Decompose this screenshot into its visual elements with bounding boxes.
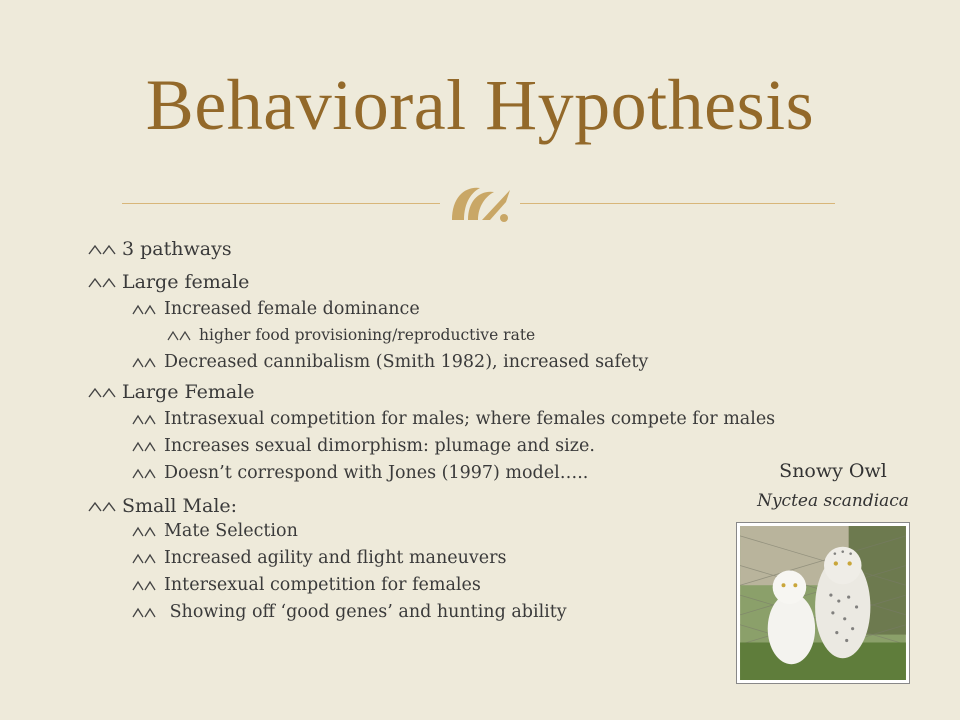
list-item [130, 409, 775, 429]
list-item [130, 299, 420, 319]
bullet-text: Intrasexual competition for males; where females compete for males [164, 409, 776, 429]
pen-nib-bullet-icon [165, 327, 199, 343]
bullet-text: higher food provisioning/reproductive rate [199, 326, 536, 344]
list-item [86, 495, 237, 517]
bullet-text: Doesn’t correspond with Jones (1997) model….. [164, 463, 589, 483]
bullet-text: Increases sexual dimorphism: plumage and size. [164, 436, 595, 456]
bullet-text: Decreased cannibalism (Smith 1982), increased safety [164, 352, 649, 372]
pen-nib-bullet-icon [86, 239, 122, 259]
bullet-text: Large Female [122, 381, 255, 403]
pen-nib-bullet-icon [86, 272, 122, 292]
pen-nib-bullet-icon [130, 576, 164, 594]
bullet-text: 3 pathways [122, 238, 232, 260]
photo-caption-scientific-name: Nyctea scandiaca [757, 491, 909, 511]
list-item [86, 271, 249, 293]
pen-nib-bullet-icon [130, 437, 164, 455]
list-item [86, 381, 255, 403]
list-item [130, 352, 648, 372]
pen-nib-bullet-icon [86, 382, 122, 402]
bullet-text: Small Male: [122, 495, 238, 517]
list-item [130, 575, 481, 595]
snowy-owl-photo [736, 522, 910, 684]
pen-nib-bullet-icon [130, 522, 164, 540]
bullet-text: Increased agility and flight maneuvers [164, 548, 507, 568]
list-item [165, 326, 535, 344]
bullet-text: Showing off ‘good genes’ and hunting ability [164, 602, 567, 622]
photo-caption-common-name: Snowy Owl [779, 460, 887, 482]
pen-nib-bullet-icon [130, 410, 164, 428]
bullet-text: Mate Selection [164, 521, 298, 541]
pen-nib-bullet-icon [130, 353, 164, 371]
list-item [130, 436, 595, 456]
bullet-text: Large female [122, 271, 250, 293]
pen-nib-bullet-icon [130, 549, 164, 567]
list-item [130, 463, 588, 483]
bullet-text: Intersexual competition for females [164, 575, 481, 595]
pen-nib-bullet-icon [130, 300, 164, 318]
pen-nib-bullet-icon [130, 603, 164, 621]
list-item [130, 602, 567, 622]
list-item [130, 521, 298, 541]
list-item [86, 238, 232, 260]
pen-nib-bullet-icon [130, 464, 164, 482]
list-item [130, 548, 506, 568]
slide-title: Behavioral Hypothesis [145, 65, 815, 145]
bullet-text: Increased female dominance [164, 299, 420, 319]
snowy-owl-illustration [740, 526, 906, 680]
pen-nib-bullet-icon [86, 496, 122, 516]
